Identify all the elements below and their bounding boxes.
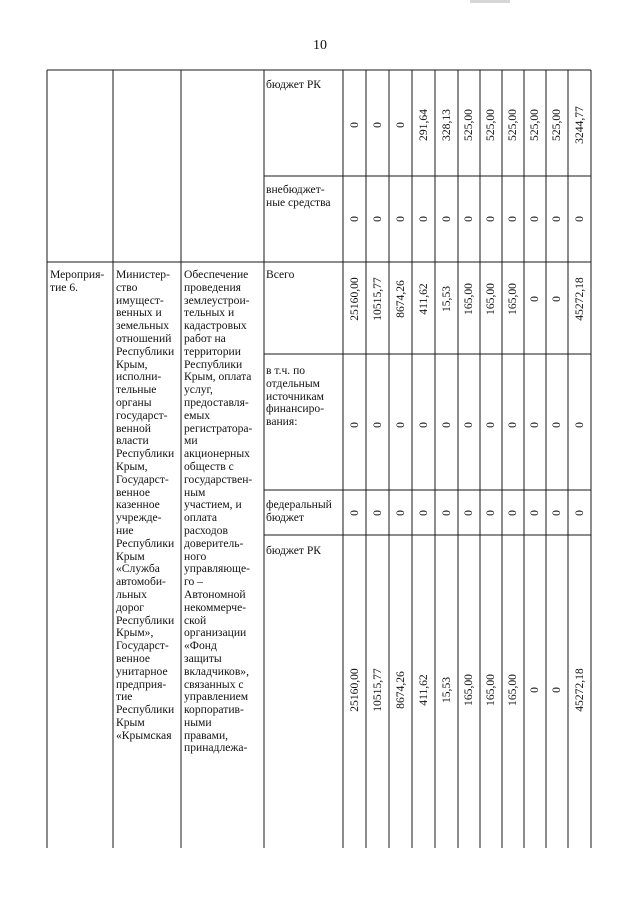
offbudget-value: 0: [506, 216, 519, 222]
by-sources-value: 0: [572, 422, 586, 428]
offbudget-value: 0: [528, 216, 541, 222]
total-value: 411,62: [416, 283, 430, 315]
federal-value: 0: [506, 510, 519, 516]
offbudget-value: 0: [484, 216, 497, 222]
federal-value: 0: [462, 510, 475, 516]
total-value: 0: [528, 296, 541, 302]
total-value: 10515,77: [370, 277, 384, 321]
budget-rk-cont-value: 525,00: [462, 109, 475, 141]
budget-rk-value: 165,00: [484, 674, 497, 706]
total-value: 25160,00: [347, 277, 361, 321]
offbudget-value: 0: [370, 216, 384, 222]
budget-rk-cont-value: 525,00: [550, 109, 563, 141]
offbudget-value: 0: [462, 216, 475, 222]
budget-rk-cont-value: 3244,77: [572, 106, 586, 144]
by-sources-value: 0: [393, 422, 407, 428]
source-label-total: Всего: [266, 268, 295, 281]
budget-rk-cont-value: 0: [393, 122, 407, 128]
source-label-budget-rk-cont: бюджет РК: [266, 78, 322, 91]
budget-rk-value: 45272,18: [572, 668, 586, 712]
total-value: 165,00: [506, 283, 519, 315]
by-sources-value: 0: [347, 422, 361, 428]
source-label-offbudget: внебюджет- ные средства: [266, 183, 331, 209]
federal-value: 0: [370, 510, 384, 516]
total-value: 165,00: [462, 283, 475, 315]
measure-executor: Министер- ство имущест- венных и земельных отношений Республики Крым, исполни- тельные органы государст- венной власти Республики Крым, Государст- венное казенное учрежде- ние Республики Крым «Служба автомоби- льных дорог Республики Крым», Государст- венное унитарное предприя- тие Республики Крым «Крымская: [116, 268, 175, 742]
by-sources-value: 0: [484, 422, 497, 428]
budget-rk-value: 165,00: [506, 674, 519, 706]
budget-rk-cont-value: 525,00: [506, 109, 519, 141]
by-sources-value: 0: [439, 422, 453, 428]
budget-rk-value: 8674,26: [393, 671, 407, 709]
budget-rk-value: 0: [528, 687, 541, 693]
budget-rk-value: 0: [550, 687, 563, 693]
total-value: 8674,26: [393, 280, 407, 318]
federal-value: 0: [484, 510, 497, 516]
total-value: 45272,18: [572, 277, 586, 321]
budget-rk-cont-value: 525,00: [528, 109, 541, 141]
offbudget-value: 0: [550, 216, 563, 222]
source-label-by-sources: в т.ч. по отдельным источникам финансиро- вания:: [266, 364, 325, 429]
federal-value: 0: [572, 510, 586, 516]
source-label-federal: федеральный бюджет: [266, 498, 332, 524]
budget-rk-value: 411,62: [416, 674, 430, 706]
total-value: 165,00: [484, 283, 497, 315]
offbudget-value: 0: [416, 216, 430, 222]
budget-rk-cont-value: 328,13: [439, 109, 453, 141]
page-number: 10: [313, 38, 327, 53]
budget-rk-cont-value: 0: [370, 122, 384, 128]
federal-value: 0: [550, 510, 563, 516]
offbudget-value: 0: [347, 216, 361, 222]
federal-value: 0: [439, 510, 453, 516]
budget-rk-value: 165,00: [462, 674, 475, 706]
by-sources-value: 0: [528, 422, 541, 428]
measure-description: Обеспечение проведения землеустрои- тельных и кадастровых работ на территории Республики Крым, оплата услуг, предоставля- емых регистратора- ми акционерных обществ с государствен- ным участием, и оплата расходов доверитель- ного управляюще- го – Автономной некоммерче- ской организации «Фонд защиты вкладчиков», связанных с управлением корпоратив- ными правами, принадлежа-: [184, 268, 253, 755]
federal-value: 0: [393, 510, 407, 516]
budget-rk-cont-value: 291,64: [416, 109, 430, 141]
budget-rk-cont-value: 0: [347, 122, 361, 128]
budget-rk-value: 10515,77: [370, 668, 384, 712]
offbudget-value: 0: [393, 216, 407, 222]
source-label-budget-rk: бюджет РК: [266, 544, 322, 557]
by-sources-value: 0: [462, 422, 475, 428]
total-value: 15,53: [439, 285, 453, 313]
by-sources-value: 0: [506, 422, 519, 428]
scan-artifact: [470, 0, 510, 3]
total-value: 0: [550, 296, 563, 302]
offbudget-value: 0: [439, 216, 453, 222]
budget-rk-value: 15,53: [439, 676, 453, 704]
federal-value: 0: [347, 510, 361, 516]
offbudget-value: 0: [572, 216, 586, 222]
budget-rk-cont-value: 525,00: [484, 109, 497, 141]
by-sources-value: 0: [550, 422, 563, 428]
by-sources-value: 0: [416, 422, 430, 428]
federal-value: 0: [416, 510, 430, 516]
measure-name: Мероприя- тие 6.: [50, 268, 105, 294]
by-sources-value: 0: [370, 422, 384, 428]
budget-rk-value: 25160,00: [347, 668, 361, 712]
federal-value: 0: [528, 510, 541, 516]
